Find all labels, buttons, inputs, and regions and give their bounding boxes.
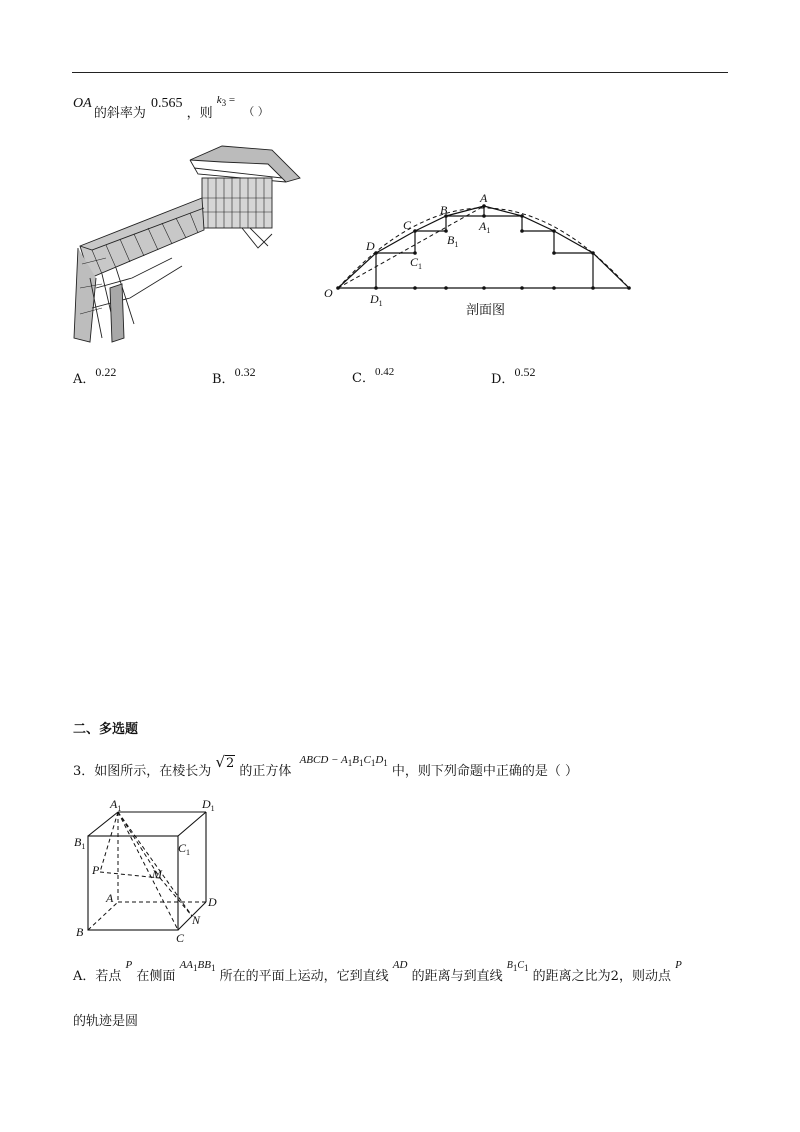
q2-stem-paren: （ ） xyxy=(243,105,269,118)
q3-stem xyxy=(73,752,579,779)
cube-label-N: N xyxy=(192,913,201,927)
q2-stem-k: k3 = xyxy=(216,94,236,109)
q2-option-a[interactable]: A．0.22 xyxy=(73,365,117,387)
bridge-sketch-image xyxy=(72,138,312,350)
cube-label-A1: $A_1$ xyxy=(110,797,122,813)
cube-label-B1: $B_1$ xyxy=(74,835,86,851)
label-A1: $A_1$ xyxy=(479,219,491,235)
q2-option-b[interactable]: B．0.32 xyxy=(212,365,256,387)
q3-text3: 中，则下列命题中正确的是（ ） xyxy=(391,764,579,779)
label-D: D xyxy=(366,239,375,253)
label-C1: $C_1$ xyxy=(410,255,423,271)
q3-option-a-line2: 的轨迹是圆 xyxy=(73,1014,139,1029)
q3-text1: 如图所示，在棱长为 xyxy=(94,764,212,779)
header-rule xyxy=(72,72,728,73)
label-A: A xyxy=(480,191,488,205)
figure-caption: 剖面图 xyxy=(466,302,506,317)
q2-stem-value: 0.565 xyxy=(150,96,183,111)
q2-option-c[interactable]: C．$^{0.42}$ xyxy=(352,366,395,386)
q3-option-a[interactable]: A．若点 P 在侧面 $AA_1BB_1$ 所在的平面上运动，它到直线 AD 的距离与到直线 $B_1C_1$ 的距离之比为2，则动点 P xyxy=(73,959,682,984)
cube-label-A: A xyxy=(106,891,114,905)
q3-cube-name: ABCD − $A_1B_1C_1D_1$ xyxy=(299,754,388,769)
cube-diagram xyxy=(72,794,232,944)
label-O: O xyxy=(324,286,333,300)
cube-front-face xyxy=(88,836,178,930)
cross-section-diagram xyxy=(318,184,638,320)
label-B: B xyxy=(440,203,448,217)
q2-stem-text1: 的斜率为 xyxy=(93,106,146,121)
cube-label-D1: $D_1$ xyxy=(202,797,215,813)
q2-option-d[interactable]: D．0.52 xyxy=(491,365,536,387)
cube-label-M: M xyxy=(152,867,162,881)
q2-stem-var: OA xyxy=(73,96,92,111)
q3-number: 3． xyxy=(73,764,95,779)
cube-label-P: P xyxy=(92,863,100,877)
q3-sqrt: √2 xyxy=(215,753,235,771)
cube-label-D: D xyxy=(208,895,217,909)
label-B1: $B_1$ xyxy=(447,233,459,249)
q2-stem-text2: ，则 xyxy=(186,106,213,121)
cube-label-B: B xyxy=(76,925,84,939)
section-title: 二、多选题 xyxy=(73,722,139,737)
q2-stem xyxy=(73,94,269,121)
cube-label-C1: $C_1$ xyxy=(178,841,191,857)
q3-text2: 的正方体 xyxy=(239,764,292,779)
label-D1: $D_1$ xyxy=(370,292,383,308)
cube-label-C: C xyxy=(176,931,185,944)
label-C: C xyxy=(403,218,412,232)
